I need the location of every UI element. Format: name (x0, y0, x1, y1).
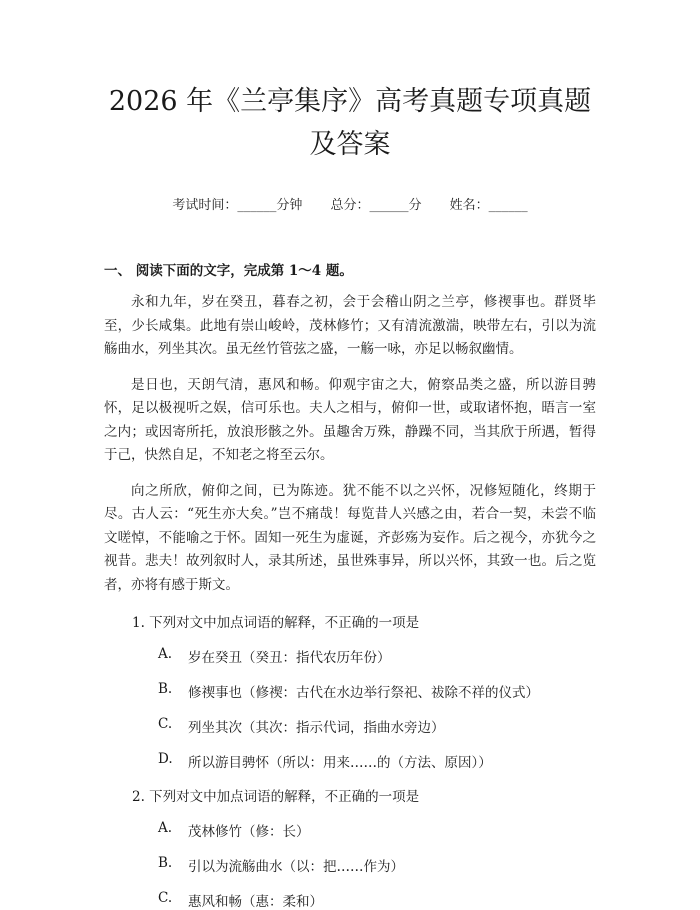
question-1 (104, 611, 596, 771)
question-stem: 2. 下列对文中加点词语的解释，不正确的一项是 (132, 789, 420, 805)
question-2 (104, 785, 596, 910)
section-heading: 一、 阅读下面的文字，完成第 1～4 题。 (104, 263, 353, 279)
option-letter: C. (158, 890, 173, 906)
option-a (158, 646, 596, 666)
option-letter: B. (158, 681, 173, 697)
option-letter: D. (158, 751, 173, 767)
page-title: 2026 年《兰亭集序》高考真题专项真题及答案 (108, 86, 592, 160)
question-stem: 1. 下列对文中加点词语的解释，不正确的一项是 (132, 615, 420, 631)
option-letter: C. (158, 716, 173, 732)
option-text: 茂林修竹（修：长） (188, 824, 310, 840)
exam-time-field: 考试时间：______分钟 (172, 198, 303, 213)
option-text: 所以游目骋怀（所以：用来……的（方法、原因）） (188, 755, 492, 771)
option-b (158, 681, 596, 701)
passage-paragraph-1: 永和九年，岁在癸丑，暮春之初，会于会稽山阴之兰亭，修禊事也。群贤毕至，少长咸集。此地有崇山峻岭，茂林修竹；又有清流激湍，映带左右，引以为流觞曲水，列坐其次。虽无丝竹管弦之盛，一觞一咏，亦足以畅叙幽情。 (104, 294, 596, 357)
option-c (158, 716, 596, 736)
option-b (158, 855, 596, 875)
option-text: 列坐其次（其次：指示代词，指曲水旁边） (188, 720, 445, 736)
option-text: 修禊事也（修禊：古代在水边举行祭祀、祓除不祥的仪式） (188, 685, 539, 701)
option-c (158, 890, 596, 910)
option-text: 惠风和畅（惠：柔和） (188, 894, 323, 910)
total-score-field: 总分：______分 (330, 198, 422, 213)
option-text: 引以为流觞曲水（以：把……作为） (188, 859, 404, 875)
option-letter: A. (158, 820, 173, 836)
option-a (158, 820, 596, 840)
student-name-field: 姓名：______ (449, 198, 528, 213)
exam-meta (104, 194, 596, 213)
option-d (158, 751, 596, 771)
option-text: 岁在癸丑（癸丑：指代农历年份） (188, 650, 391, 666)
option-letter: B. (158, 855, 173, 871)
option-letter: A. (158, 646, 173, 662)
passage-paragraph-2: 是日也，天朗气清，惠风和畅。仰观宇宙之大，俯察品类之盛，所以游目骋怀，足以极视听之娱，信可乐也。夫人之相与，俯仰一世，或取诸怀抱，晤言一室之内；或因寄所托，放浪形骸之外。虽趣舍万殊，静躁不同，当其欣于所遇，暂得于己，快然自足，不知老之将至云尔。 (104, 376, 596, 463)
passage-paragraph-3: 向之所欣，俯仰之间，已为陈迹。犹不能不以之兴怀，况修短随化，终期于尽。古人云：“死生亦大矣。”岂不痛哉！每览昔人兴感之由，若合一契，未尝不临文嗟悼，不能喻之于怀。固知一死生为虚诞，齐彭殇为妄作。后之视今，亦犹今之视昔。悲夫！故列叙时人，录其所述，虽世殊事异，所以兴怀，其致一也。后之览者，亦将有感于斯文。 (104, 482, 596, 593)
